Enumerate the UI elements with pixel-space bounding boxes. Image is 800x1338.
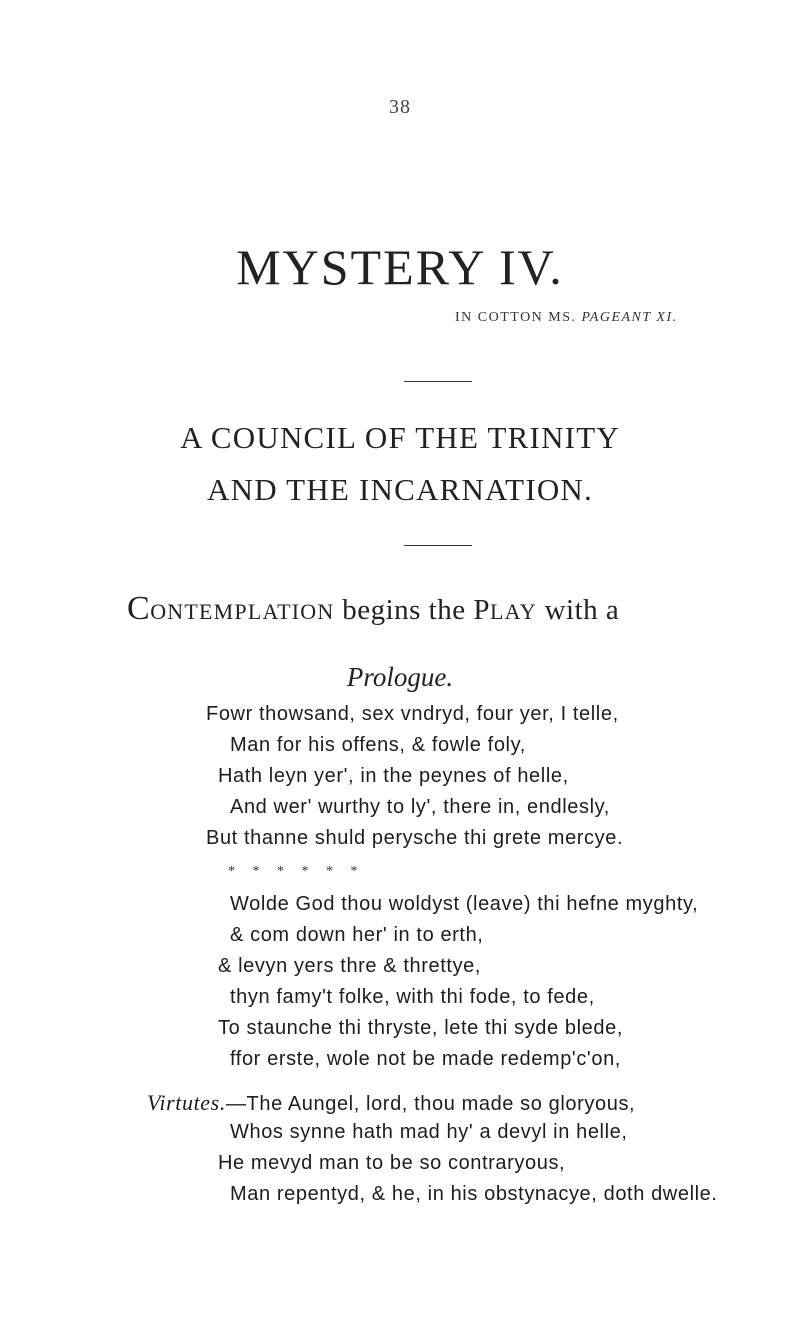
verse-line: ffor erste, wole not be made redemp'c'on,	[230, 1048, 621, 1070]
page-title: MYSTERY IV.	[236, 239, 564, 295]
verse-line: And wer' wurthy to ly', there in, endlesly,	[230, 796, 610, 818]
verse-line: Wolde God thou woldyst (leave) thi hefne myghty,	[230, 893, 699, 915]
verse-line: thyn famy't folke, with thi fode, to fede,	[230, 986, 595, 1008]
verse-line: To staunche thi thryste, lete thi syde blede,	[218, 1017, 623, 1039]
verse-line: But thanne shuld perysche thi grete mercye.	[206, 827, 624, 849]
heading-middle: begins the	[334, 594, 474, 626]
source-prefix: IN COTTON MS.	[455, 310, 577, 325]
heading-end: with a	[536, 594, 620, 626]
page-number: 38	[389, 96, 411, 118]
verse-line: He mevyd man to be so contraryous,	[218, 1152, 566, 1174]
subtitle-line-2: AND THE INCARNATION.	[207, 472, 593, 507]
verse-line: Man for his offens, & fowle foly,	[230, 734, 526, 756]
verse-line: & com down her' in to erth,	[230, 924, 484, 946]
verse-line: Hath leyn yer', in the peynes of helle,	[218, 765, 569, 787]
divider-rule	[404, 545, 472, 546]
source-reference	[455, 310, 678, 326]
speech-text: —The Aungel, lord, thou made so gloryous,	[225, 1093, 636, 1115]
verse-line: & levyn yers thre & threttye,	[218, 955, 482, 977]
heading-play-initial: P	[473, 594, 491, 626]
speaker-name: Virtutes.	[147, 1090, 226, 1115]
heading-smallcaps: ONTEMPLATION	[150, 599, 335, 624]
divider-rule	[404, 381, 472, 382]
section-heading	[127, 590, 619, 628]
prologue-label: Prologue.	[346, 662, 454, 692]
verse-line: Man repentyd, & he, in his obstynacye, doth dwelle.	[230, 1183, 718, 1205]
verse-line: Whos synne hath mad hy' a devyl in helle,	[230, 1121, 628, 1143]
source-pageant: PAGEANT XI.	[581, 310, 678, 325]
verse-line: Fowr thowsand, sex vndryd, four yer, I telle,	[206, 703, 619, 725]
heading-play-rest: LAY	[490, 599, 537, 624]
subtitle-line-1: A COUNCIL OF THE TRINITY	[180, 420, 620, 455]
speech-first-line	[147, 1090, 635, 1116]
heading-initial: C	[127, 590, 151, 627]
asterisk-separator: * * * * * *	[228, 864, 358, 879]
